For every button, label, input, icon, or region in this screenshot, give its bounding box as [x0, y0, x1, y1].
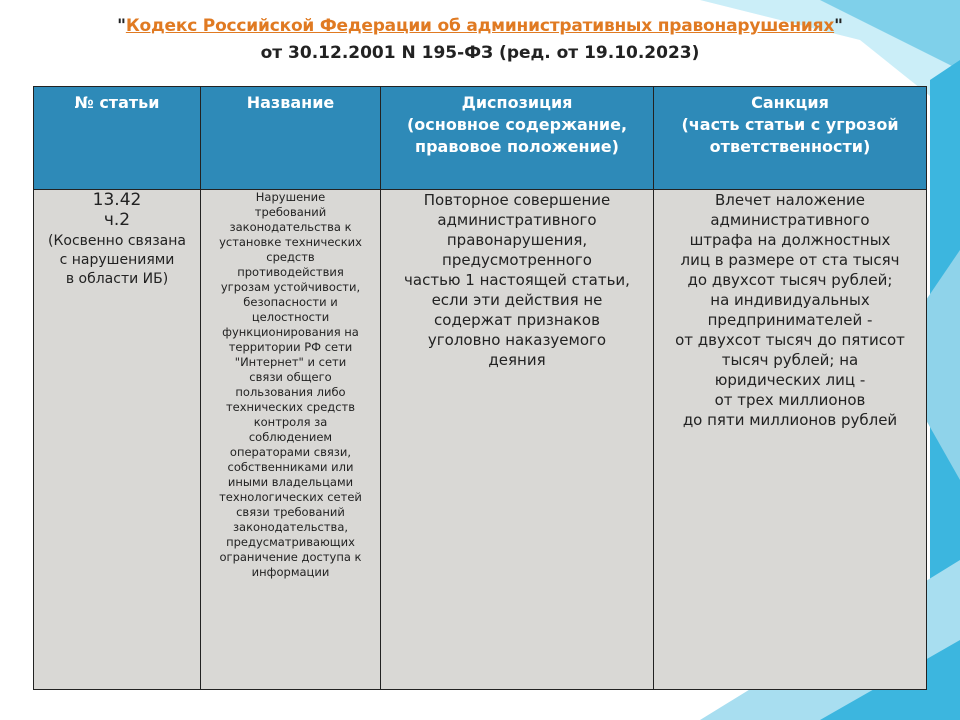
- cell-name: Нарушение требований законодательства к установке технических средств противодействия угрозам устойчивости, безопасности и целостности функционирования на территории РФ сети "Интернет" и сети связи общего пользования либо технических средств контроля за соблюдением операторами связи, собственниками или иными владельцами технологических сетей связи требований законодательства, предусматривающих ограничение доступа к информации: [201, 190, 381, 690]
- table-row: [34, 190, 927, 690]
- article-number: 13.42 ч.2: [92, 190, 142, 230]
- codex-link[interactable]: Кодекс Российской Федерации об административных правонарушениях: [125, 16, 835, 36]
- codex-table: [33, 86, 927, 690]
- table-header-row: [34, 87, 927, 190]
- header-name: Название: [201, 87, 381, 190]
- header-disposition: Диспозиция (основное содержание, правовое положение): [381, 87, 654, 190]
- title-subtitle: от 30.12.2001 N 195-ФЗ (ред. от 19.10.2023): [260, 43, 700, 63]
- cell-article: [34, 190, 201, 690]
- article-note: (Косвенно связана с нарушениями в области ИБ): [48, 233, 186, 287]
- cell-sanction: Влечет наложение административного штрафа на должностных лиц в размере от ста тысяч до двухсот тысяч рублей; на индивидуальных предпринимателей - от двухсот тысяч до пятисот тысяч рублей; на юридических лиц - от трех миллионов до пяти миллионов рублей: [654, 190, 927, 690]
- title-quote-open: ": [117, 16, 126, 36]
- header-article-number: № статьи: [34, 87, 201, 190]
- title-quote-close: ": [834, 16, 843, 36]
- header-sanction: Санкция (часть статьи с угрозой ответственности): [654, 87, 927, 190]
- title-line-1: [40, 14, 920, 38]
- cell-disposition: Повторное совершение административного правонарушения, предусмотренного частью 1 настоящей статьи, если эти действия не содержат признаков уголовно наказуемого деяния: [381, 190, 654, 690]
- slide-title: [40, 14, 920, 66]
